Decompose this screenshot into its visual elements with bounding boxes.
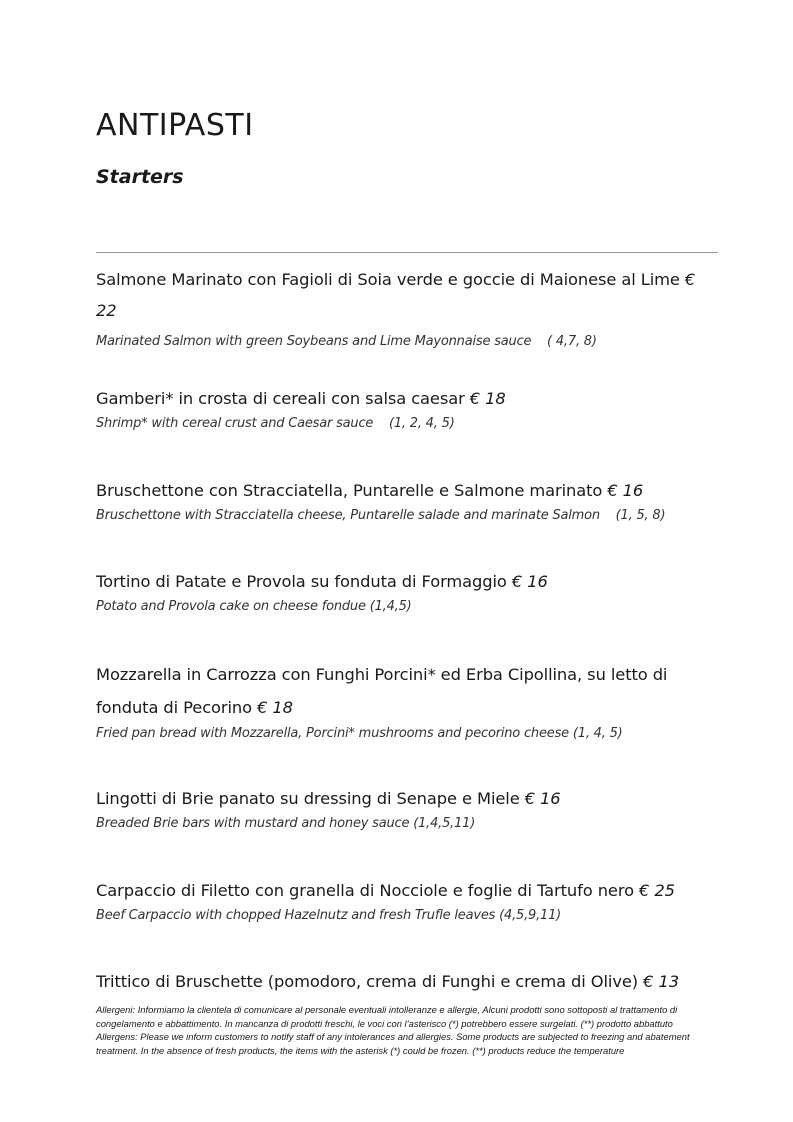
item-description: Potato and Provola cake on cheese fondue (1,4,5): [96, 599, 412, 614]
menu-item: [96, 566, 720, 617]
item-name: [96, 658, 720, 724]
item-name-text: Mozzarella in Carrozza con Funghi Porcini* ed Erba Cipollina, su letto di fonduta di Pecorino: [96, 665, 668, 717]
item-price: € 18: [469, 389, 506, 408]
item-price: € 16: [511, 572, 548, 591]
item-price: € 25: [639, 881, 675, 900]
item-price: € 16: [607, 481, 644, 500]
item-name-text: Gamberi* in crosta di cereali con salsa caesar: [96, 389, 465, 408]
footnote-line: treatment. In the absence of fresh products, the items with the asterisk (*) could be frozen. (**) products reduce the temperature: [96, 1044, 625, 1056]
item-name-text: Carpaccio di Filetto con granella di Nocciole e foglie di Tartufo nero: [96, 881, 634, 900]
item-name-text: Trittico di Bruschette (pomodoro, crema di Funghi e crema di Olive): [96, 972, 639, 991]
item-price: € 13: [643, 972, 679, 991]
item-description: Fried pan bread with Mozzarella, Porcini* mushrooms and pecorino cheese (1, 4, 5): [96, 726, 623, 741]
item-name-text: Salmone Marinato con Fagioli di Soia verde e goccie di Maionese al Lime: [96, 270, 680, 289]
item-description: Marinated Salmon with green Soybeans and Lime Mayonnaise sauce ( 4,7, 8): [96, 334, 597, 349]
menu-item: [96, 264, 720, 352]
item-name-text: Bruschettone con Stracciatella, Puntarelle e Salmone marinato: [96, 481, 603, 500]
item-name: [96, 383, 720, 414]
item-name: [96, 966, 720, 997]
item-name: [96, 783, 720, 814]
item-name-text: Lingotti di Brie panato su dressing di Senape e Miele: [96, 789, 520, 808]
footnote-line: congelamento e abbattimento. In mancanza di prodotti freschi, le voci con l’asterisco (*) potrebbero essere surgelati. (**) prodotto abbattuto: [96, 1017, 673, 1029]
page-title: ANTIPASTI: [96, 108, 254, 143]
menu-item: [96, 966, 720, 997]
item-price: € 18: [257, 698, 293, 717]
item-description: Breaded Brie bars with mustard and honey sauce (1,4,5,11): [96, 816, 476, 831]
item-price: € 22: [96, 270, 696, 320]
menu-item: [96, 383, 720, 434]
menu-item: [96, 475, 720, 526]
menu-item: [96, 783, 720, 834]
item-name: [96, 875, 720, 906]
footnote-line: Allergens: Please we inform customers to notify staff of any intolerances and allergies. Some products are subjected to freezing and abatement: [96, 1031, 690, 1042]
item-description: Bruschettone with Stracciatella cheese, Puntarelle salade and marinate Salmon (1, 5, 8): [96, 508, 666, 523]
menu-item: [96, 658, 720, 744]
item-name-text: Tortino di Patate e Provola su fonduta di Formaggio: [96, 572, 512, 591]
item-name: [96, 566, 720, 597]
footnote-line: Allergeni: Informiamo la clientela di comunicare al personale eventuali intolleranze e allergie, Alcuni prodotti sono sottoposti al trattamento di: [96, 1004, 678, 1015]
item-name: [96, 264, 720, 326]
page-subtitle: Starters: [96, 166, 184, 188]
item-description: Beef Carpaccio with chopped Hazelnutz and fresh Trufle leaves (4,5,9,11): [96, 908, 562, 923]
section-divider: [96, 252, 718, 253]
item-description: Shrimp* with cereal crust and Caesar sauce (1, 2, 4, 5): [96, 416, 455, 431]
allergen-footnote: [96, 1003, 726, 1057]
item-price: € 16: [524, 789, 561, 808]
item-name: [96, 475, 720, 506]
menu-item: [96, 875, 720, 926]
